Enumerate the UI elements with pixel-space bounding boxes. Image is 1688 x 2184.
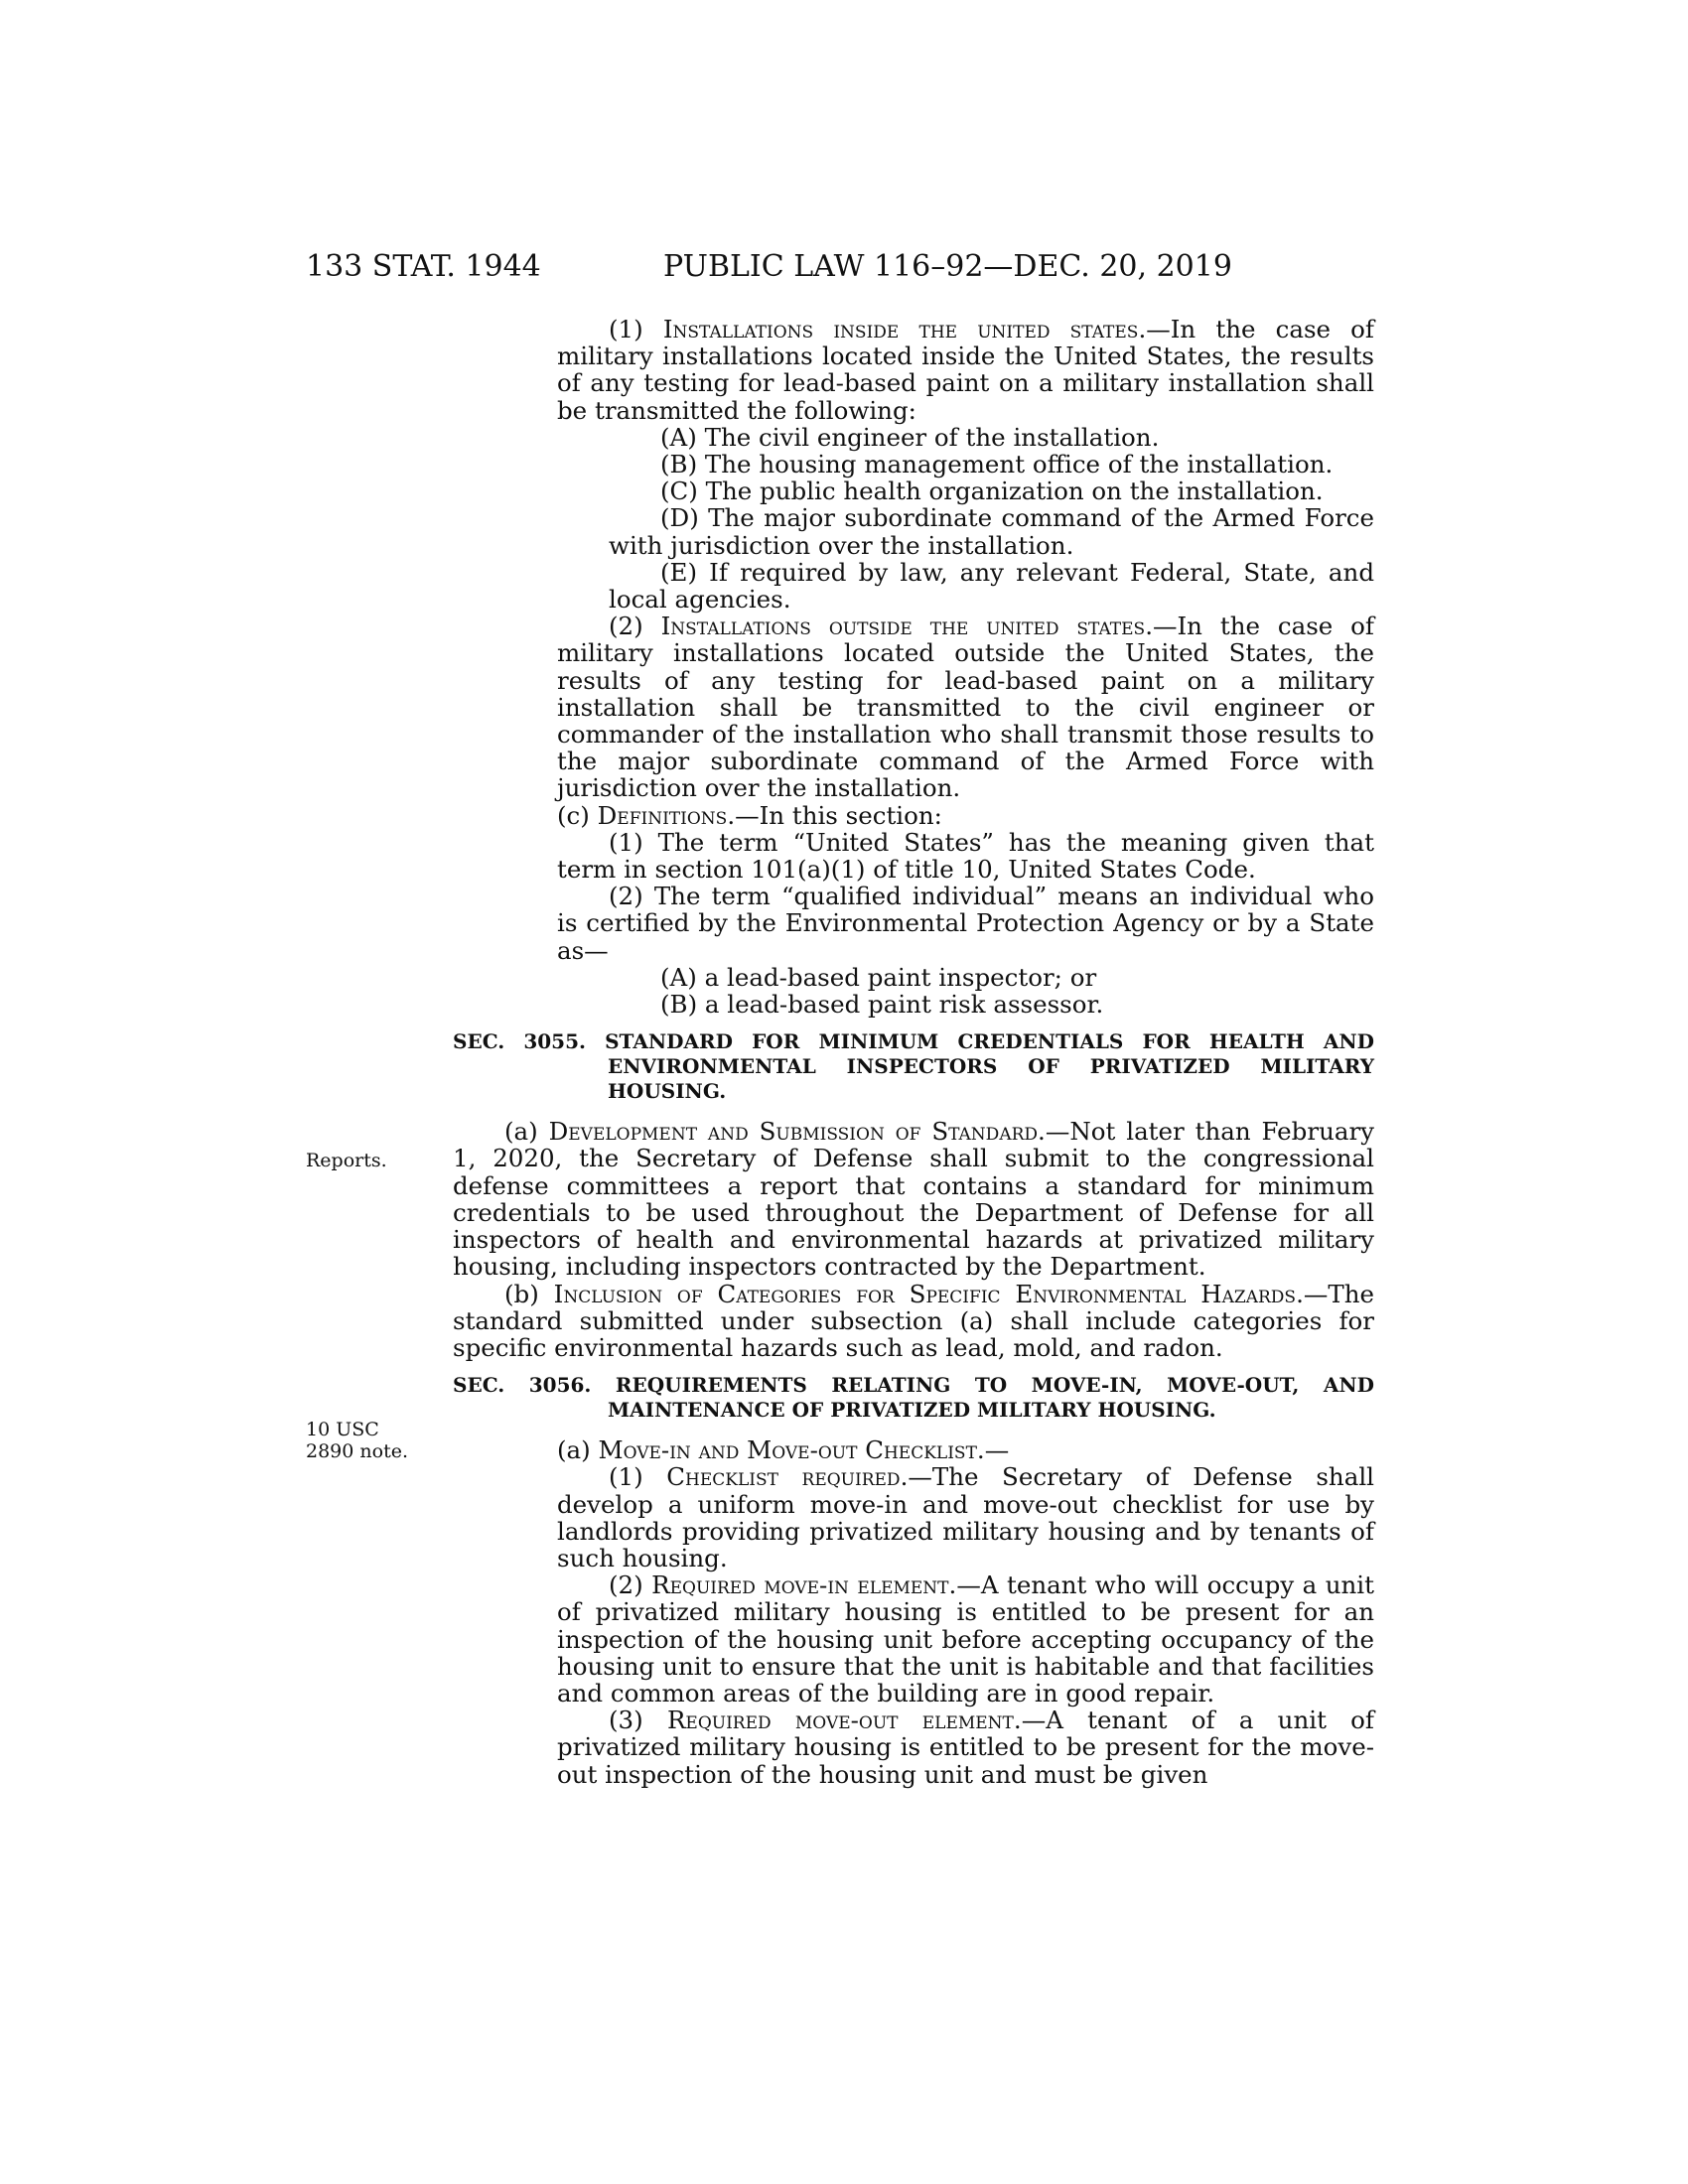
paragraph-heading: Required move-in element [651, 1570, 949, 1600]
list-item: (A) The civil engineer of the installation. [660, 422, 1160, 452]
list-item: (B) The housing management office of the installation. [660, 450, 1334, 479]
list-item: (A) a lead-based paint inspector; or [660, 962, 1097, 992]
statute-page-number: 133 STAT. 1944 [306, 249, 541, 284]
section-heading-3055: SEC. 3055. STANDARD FOR MINIMUM CREDENTIALS FOR HEALTH AND ENVIRONMENTAL INSPECTORS OF PRIVATIZED MILITARY HOUSING. [453, 1029, 1374, 1104]
paragraph-3056-a2: (2) Required move-in element.—A tenant who will occupy a unit of privatized military housing is entitled to be present for an inspection of the housing unit before accepting occupancy of the housing unit to ensure that the unit is habitable and that facilities and common areas of the building are in good repair. [557, 1570, 1374, 1707]
paragraph-heading: Required move-out element [666, 1706, 1014, 1735]
margin-note-reports: Reports. [306, 1150, 387, 1171]
paragraph-3056-a3: (3) Required move-out element.—A tenant of a unit of privatized military housing is entitled to be present for the move-out inspection of the housing unit and must be given [557, 1706, 1374, 1789]
paragraph-3056-a1: (1) Checklist required.—The Secretary of Defense shall develop a uniform move-in and move-out checklist for use by landlords providing privatized military housing and by tenants of such housing. [557, 1462, 1374, 1572]
subsection-3055-a: (a) Development and Submission of Standard.—Not later than February 1, 2020, the Secretary of Defense shall submit to the congressional defense committees a report that contains a standard for minimum credentials to be used throughout the Department of Defense for all inspectors of health and environmental hazards at privatized military housing, including inspectors contracted by the Department. [453, 1117, 1375, 1282]
paragraph-c1: (1) The term “United States” has the meaning given that term in section 101(a)(1) of title 10, United States Code. [557, 827, 1374, 885]
section-heading-3056: SEC. 3056. REQUIREMENTS RELATING TO MOVE-IN, MOVE-OUT, AND MAINTENANCE OF PRIVATIZED MILITARY HOUSING. [453, 1373, 1374, 1423]
running-header: PUBLIC LAW 116–92—DEC. 20, 2019 [663, 249, 1232, 284]
margin-note-usc: 10 USC 2890 note. [306, 1419, 408, 1462]
subsection-3055-b: (b) Inclusion of Categories for Specific Environmental Hazards.—The standard submitted under subsection (a) shall include categories for specific environmental hazards such as lead, mold, and radon. [453, 1279, 1374, 1362]
subsection-3056-a: (a) Move-in and Move-out Checklist.— [557, 1435, 1010, 1465]
list-item: (E) If required by law, any relevant Federal, State, and local agencies. [609, 557, 1374, 614]
body-text [453, 315, 1375, 1789]
paragraph-heading: Definitions [597, 800, 728, 830]
list-item: (B) a lead-based paint risk assessor. [660, 990, 1104, 1020]
list-item: (C) The public health organization on the installation. [660, 477, 1324, 506]
paragraph-c2: (2) The term “qualified individual” means an individual who is certified by the Environmental Protection Agency or by a State as— [557, 882, 1374, 965]
paragraph-heading: Checklist required [666, 1462, 901, 1492]
paragraph-heading: Inclusion of Categories for Specific Environmental Hazards [553, 1279, 1297, 1308]
paragraph-heading: Move-in and Move-out Checklist [598, 1435, 977, 1465]
list-item: (D) The major subordinate command of the Armed Force with jurisdiction over the installation. [609, 503, 1374, 560]
paragraph-b2: (2) Installations outside the united states.—In the case of military installations located outside the United States, the results of any testing for lead-based paint on a military installation shall be transmitted to the civil engineer or commander of the installation who shall transmit those results to the major subordinate command of the Armed Force with jurisdiction over the installation. [557, 612, 1374, 803]
subsection-c: (c) Definitions.—In this section: [557, 800, 942, 830]
paragraph-heading: Development and Submission of Standard [548, 1117, 1039, 1147]
paragraph-heading: Installations outside the united states [660, 612, 1146, 641]
paragraph-b1: (1) Installations inside the united states.—In the case of military installations located inside the United States, the results of any testing for lead-based paint on a military installation shall be transmitted the following: [557, 315, 1374, 425]
paragraph-heading: Installations inside the united states [662, 315, 1139, 343]
